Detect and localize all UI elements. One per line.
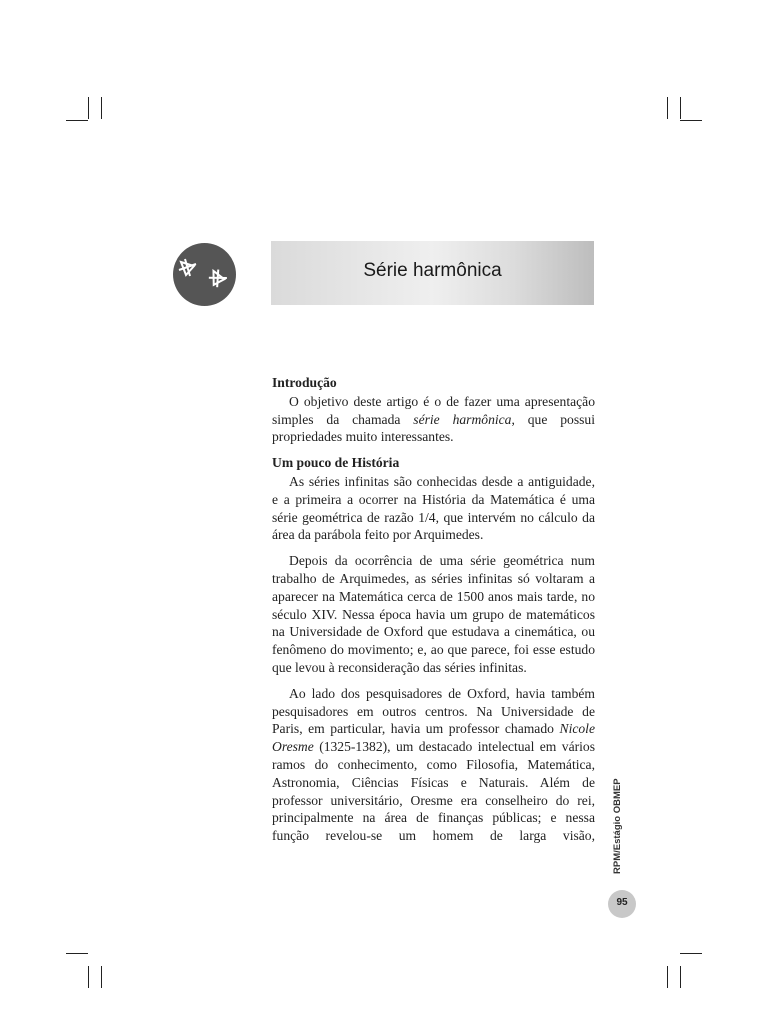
emphasis: série harmônica: [413, 411, 512, 427]
paragraph: Depois da ocorrência de uma série geométrica num trabalho de Arquimedes, as séries infinitas só voltaram a aparecer na Matemática cerca de 1500 anos mais tarde, no século XIV. Nessa época havia um grupo de matemáticos na Universidade de Oxford que estudava a cinemática, ou fenômeno do movimento; e, ao que parece, foi esse estudo que levou à reconsideração das séries infinitas.: [272, 553, 595, 675]
crop-mark: [667, 97, 668, 119]
crop-mark: [680, 97, 681, 119]
page-title: Série harmônica: [363, 260, 502, 281]
emphasis: Nicole Oresme: [272, 721, 595, 755]
crop-mark: [88, 97, 89, 119]
crop-mark: [66, 120, 88, 121]
crop-mark: [66, 953, 88, 954]
section-heading: Introdução: [272, 375, 337, 390]
crop-mark: [680, 953, 702, 954]
section-heading: Um pouco de História: [272, 455, 400, 471]
journal-label: RPM/Estágio OBMEP: [612, 778, 623, 874]
paragraph: As séries infinitas são conhecidas desde a antiguidade, e a primeira a ocorrer na História da Matemática é uma série geométrica de razão 1/4, que intervém no cálculo da área da parábola feito por Arquimedes.: [272, 473, 595, 543]
article-body: [272, 374, 595, 853]
page-number-badge: [608, 890, 636, 918]
crop-mark: [667, 966, 668, 988]
rpm-logo-icon: [173, 243, 236, 306]
crop-mark: [101, 97, 102, 119]
title-banner: [271, 241, 594, 305]
paragraph: Ao lado dos pesquisadores de Oxford, havia também pesquisadores em outros centros. Na Universidade de Paris, em particular, havia um professor chamado Nicole Oresme (1325-1382), um destacado intelectual em vários ramos do conhecimento, como Filosofia, Matemática, Astronomia, Ciências Físicas e Naturais. Além de professor universitário, Oresme era conselheiro do rei, principalmente na área de finanças públicas; e nessa função revelou-se um homem de larga visão,: [272, 685, 595, 844]
paragraph: O objetivo deste artigo é o de fazer uma apresentação simples da chamada série harmônica, que possui propriedades muito interessantes.: [272, 393, 595, 445]
crop-mark: [680, 966, 681, 988]
page-number: 95: [616, 897, 628, 908]
crop-mark: [101, 966, 102, 988]
crop-mark: [88, 966, 89, 988]
crop-mark: [680, 120, 702, 121]
